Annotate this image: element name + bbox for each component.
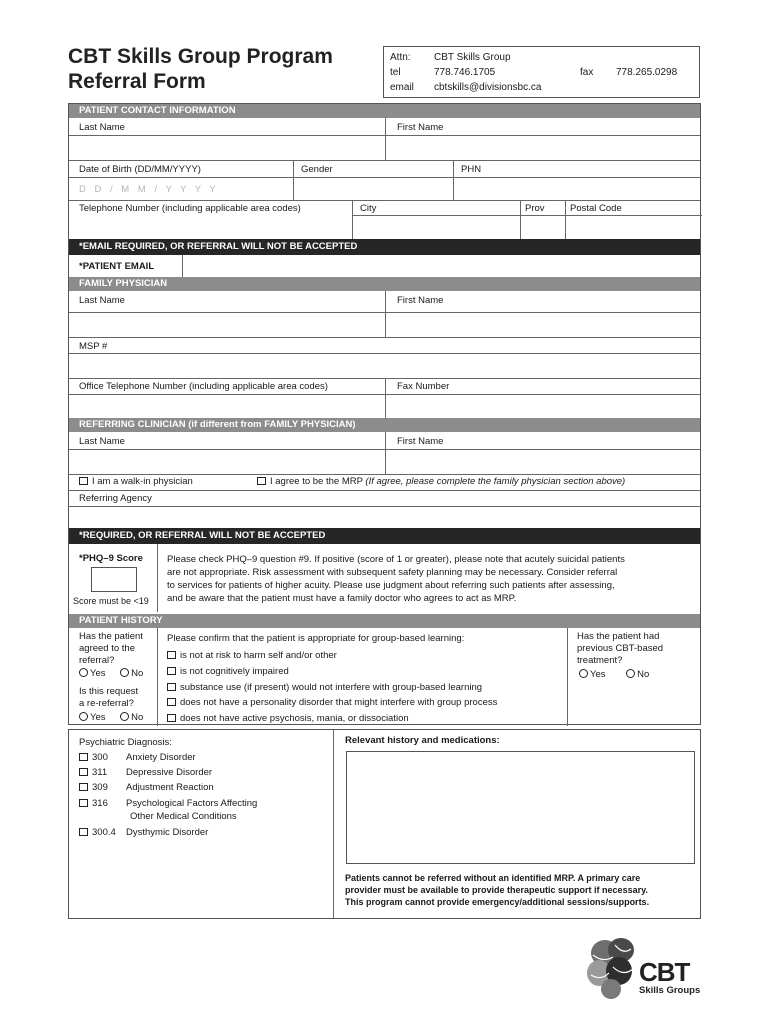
agreed-question-line: Has the patient — [79, 631, 143, 642]
mrp-label: I agree to be the MRP — [270, 476, 366, 487]
diagnosis-code: 316 — [92, 798, 108, 809]
phq-instructions-line: to services for patients of higher acuity. Please use judgment about referring such patients after assessing, — [167, 580, 615, 591]
checkbox-icon — [257, 477, 266, 485]
office-telephone-field[interactable] — [69, 395, 385, 418]
msp-label: MSP # — [79, 341, 108, 352]
mrp-note: (If agree, please complete the family physician section above) — [365, 476, 626, 487]
phn-field[interactable] — [454, 178, 701, 200]
rereferral-radio-group — [79, 712, 143, 723]
section-family-physician: FAMILY PHYSICIAN — [69, 277, 700, 291]
diagnosis-label: Psychological Factors Affecting — [126, 798, 258, 809]
referring-agency-field[interactable] — [69, 507, 701, 528]
agreed-yes-label: Yes — [90, 668, 106, 679]
tel-value: 778.746.1705 — [434, 67, 496, 78]
email-value: cbtskills@divisionsbc.ca — [434, 82, 542, 93]
criteria-checkbox[interactable] — [167, 682, 482, 693]
previous-cbt-no-radio[interactable] — [626, 669, 649, 680]
fax-value: 778.265.0298 — [616, 67, 678, 78]
section-patient-contact: PATIENT CONTACT INFORMATION — [69, 104, 700, 118]
diagnosis-item[interactable] — [79, 752, 196, 763]
walk-in-checkbox[interactable] — [79, 476, 193, 487]
diagnosis-code: 311 — [92, 767, 108, 778]
checkbox-icon — [79, 799, 88, 807]
radio-icon — [579, 669, 588, 678]
agreed-question — [79, 631, 143, 667]
agreed-no-label: No — [131, 668, 144, 679]
brain-icon — [583, 933, 643, 1003]
previous-cbt-line: previous CBT-based — [577, 643, 664, 654]
phq-instructions-line: Please check PHQ–9 question #9. If positive (score of 1 or greater), please note that acutely suicidal patients — [167, 554, 625, 565]
patient-first-name-field[interactable] — [386, 136, 701, 160]
checkbox-icon — [167, 651, 176, 659]
office-telephone-label: Office Telephone Number (including applicable area codes) — [79, 381, 328, 392]
email-required-text: REQUIRED, OR REFERRAL WILL NOT BE ACCEPTED — [112, 241, 358, 252]
rereferral-no-label: No — [131, 712, 144, 723]
checkbox-icon — [79, 753, 88, 761]
msp-field[interactable] — [69, 354, 701, 378]
criteria-checkbox[interactable] — [167, 666, 289, 677]
previous-cbt-yes-radio[interactable] — [579, 669, 606, 680]
diagnosis-label: Anxiety Disorder — [126, 752, 196, 763]
previous-cbt-question — [577, 631, 663, 667]
previous-cbt-line: Has the patient had — [577, 631, 660, 642]
clinician-last-name-field[interactable] — [69, 450, 385, 474]
section-patient-history: PATIENT HISTORY — [69, 614, 700, 628]
previous-cbt-no-label: No — [637, 669, 650, 680]
email-required-banner — [69, 239, 700, 255]
referral-form — [68, 103, 701, 725]
criteria-checkbox[interactable] — [167, 697, 497, 708]
diagnosis-code: 309 — [92, 782, 108, 793]
phq-instructions-line: are not appropriate. Risk assessment with subsequent safety planning may be necessary. Consider referral — [167, 567, 618, 578]
patient-last-name-label: Last Name — [79, 122, 125, 133]
physician-last-name-label: Last Name — [79, 295, 125, 306]
fax-number-field[interactable] — [386, 395, 701, 418]
email-label: email — [390, 82, 414, 93]
rereferral-question-line: a re-referral? — [79, 698, 134, 709]
section-referring-clinician: REFERRING CLINICIAN (if different from FAMILY PHYSICIAN) — [69, 418, 700, 432]
criteria-label: is not at risk to harm self and/or other — [180, 650, 337, 661]
radio-icon — [79, 712, 88, 721]
radio-icon — [79, 668, 88, 677]
logo-cbt-text: CBT — [639, 957, 690, 987]
diagnosis-box — [68, 729, 701, 919]
tel-label: tel — [390, 67, 401, 78]
page-title — [68, 44, 333, 94]
phq-instructions — [167, 553, 625, 605]
diagnosis-label-continued: Other Medical Conditions — [130, 811, 237, 822]
rereferral-yes-label: Yes — [90, 712, 106, 723]
contact-box — [383, 46, 700, 98]
diagnosis-label: Depressive Disorder — [126, 767, 213, 778]
phq-score-note: Score must be <19 — [73, 596, 149, 606]
clinician-last-name-label: Last Name — [79, 436, 125, 447]
patient-email-label: *PATIENT EMAIL — [79, 261, 155, 272]
diagnosis-item[interactable] — [79, 827, 208, 838]
patient-last-name-field[interactable] — [69, 136, 385, 160]
criteria-checkbox[interactable] — [167, 713, 409, 724]
rereferral-question — [79, 686, 138, 710]
patient-first-name-label: First Name — [397, 122, 444, 133]
referring-agency-label: Referring Agency — [79, 493, 152, 504]
gender-label: Gender — [301, 164, 333, 175]
checkbox-icon — [79, 477, 88, 485]
agreed-radio-group — [79, 668, 143, 679]
radio-icon — [626, 669, 635, 678]
agreed-yes-radio[interactable] — [79, 668, 106, 679]
checkbox-icon — [79, 768, 88, 776]
previous-cbt-line: treatment? — [577, 655, 623, 666]
fax-label: fax — [580, 67, 594, 78]
diagnosis-item[interactable] — [79, 798, 257, 809]
mrp-disclaimer-line: This program cannot provide emergency/additional sessions/supports. — [345, 897, 650, 907]
clinician-first-name-field[interactable] — [386, 450, 701, 474]
title-line-1: CBT Skills Group Program — [68, 45, 333, 68]
mrp-disclaimer-line: Patients cannot be referred without an identified MRP. A primary care — [345, 873, 641, 883]
city-label: City — [360, 203, 377, 214]
diagnosis-item[interactable] — [79, 767, 212, 778]
checkbox-icon — [167, 714, 176, 722]
diagnosis-label: Adjustment Reaction — [126, 782, 214, 793]
fax-number-label: Fax Number — [397, 381, 450, 392]
checkbox-icon — [167, 683, 176, 691]
physician-first-name-field[interactable] — [386, 313, 701, 337]
postal-code-field[interactable] — [566, 216, 701, 239]
agreed-no-radio[interactable] — [120, 668, 143, 679]
title-line-2: Referral Form — [68, 70, 206, 93]
prov-field[interactable] — [521, 216, 565, 239]
criteria-label: is not cognitively impaired — [180, 666, 289, 677]
radio-icon — [120, 668, 129, 677]
phq-required-banner: *REQUIRED, OR REFERRAL WILL NOT BE ACCEPTED — [69, 528, 700, 544]
mrp-disclaimer-line: provider must be available to provide therapeutic support if necessary. — [345, 885, 648, 895]
diagnosis-code: 300 — [92, 752, 108, 763]
criteria-label: does not have active psychosis, mania, or dissociation — [180, 713, 409, 724]
agreed-question-line: referral? — [79, 655, 115, 666]
radio-icon — [120, 712, 129, 721]
diagnosis-title: Psychiatric Diagnosis: — [79, 737, 172, 748]
physician-last-name-field[interactable] — [69, 313, 385, 337]
email-required-bold: *EMAIL — [79, 241, 113, 252]
rereferral-no-radio[interactable] — [120, 712, 143, 723]
diagnosis-code: 300.4 — [92, 827, 116, 838]
previous-cbt-radio-group — [579, 669, 649, 680]
phq-score-label: *PHQ–9 Score — [79, 553, 143, 564]
rereferral-yes-radio[interactable] — [79, 712, 106, 723]
clinician-first-name-label: First Name — [397, 436, 444, 447]
relevant-history-label: Relevant history and medications: — [345, 735, 500, 746]
agreed-question-line: agreed to the — [79, 643, 135, 654]
mrp-disclaimer — [345, 872, 649, 908]
relevant-history-field[interactable] — [346, 751, 695, 864]
checkbox-icon — [79, 783, 88, 791]
criteria-checkbox[interactable] — [167, 650, 337, 661]
prov-label: Prov — [525, 203, 545, 214]
city-field[interactable] — [353, 216, 520, 239]
patient-email-field[interactable] — [183, 256, 701, 277]
phq-instructions-line: and be aware that the patient must have a family doctor who agrees to act as MRP. — [167, 593, 517, 604]
phn-label: PHN — [461, 164, 482, 175]
mrp-checkbox[interactable] — [257, 476, 625, 487]
diagnosis-label: Dysthymic Disorder — [126, 827, 209, 838]
walk-in-label: I am a walk-in physician — [92, 476, 193, 487]
telephone-field[interactable] — [69, 216, 352, 239]
checkbox-icon — [167, 698, 176, 706]
checkbox-icon — [79, 828, 88, 836]
criteria-label: does not have a personality disorder that might interfere with group process — [180, 697, 498, 708]
logo-subtitle: Skills Groups — [639, 985, 701, 996]
diagnosis-item[interactable] — [79, 782, 214, 793]
attn-value: CBT Skills Group — [434, 52, 511, 63]
gender-field[interactable] — [294, 178, 453, 200]
cbt-logo — [583, 933, 703, 1003]
group-learning-confirm: Please confirm that the patient is appropriate for group-based learning: — [167, 633, 465, 644]
dob-field[interactable]: D D / M M / Y Y Y Y — [79, 184, 219, 195]
checkbox-icon — [167, 667, 176, 675]
postal-code-label: Postal Code — [570, 203, 622, 214]
telephone-label: Telephone Number (including applicable area codes) — [79, 203, 301, 214]
dob-label: Date of Birth (DD/MM/YYYY) — [79, 164, 201, 175]
attn-label: Attn: — [390, 52, 411, 63]
rereferral-question-line: Is this request — [79, 686, 139, 697]
phq-score-field[interactable] — [91, 567, 137, 592]
physician-first-name-label: First Name — [397, 295, 444, 306]
criteria-label: substance use (if present) would not interfere with group-based learning — [180, 682, 483, 693]
previous-cbt-yes-label: Yes — [590, 669, 606, 680]
